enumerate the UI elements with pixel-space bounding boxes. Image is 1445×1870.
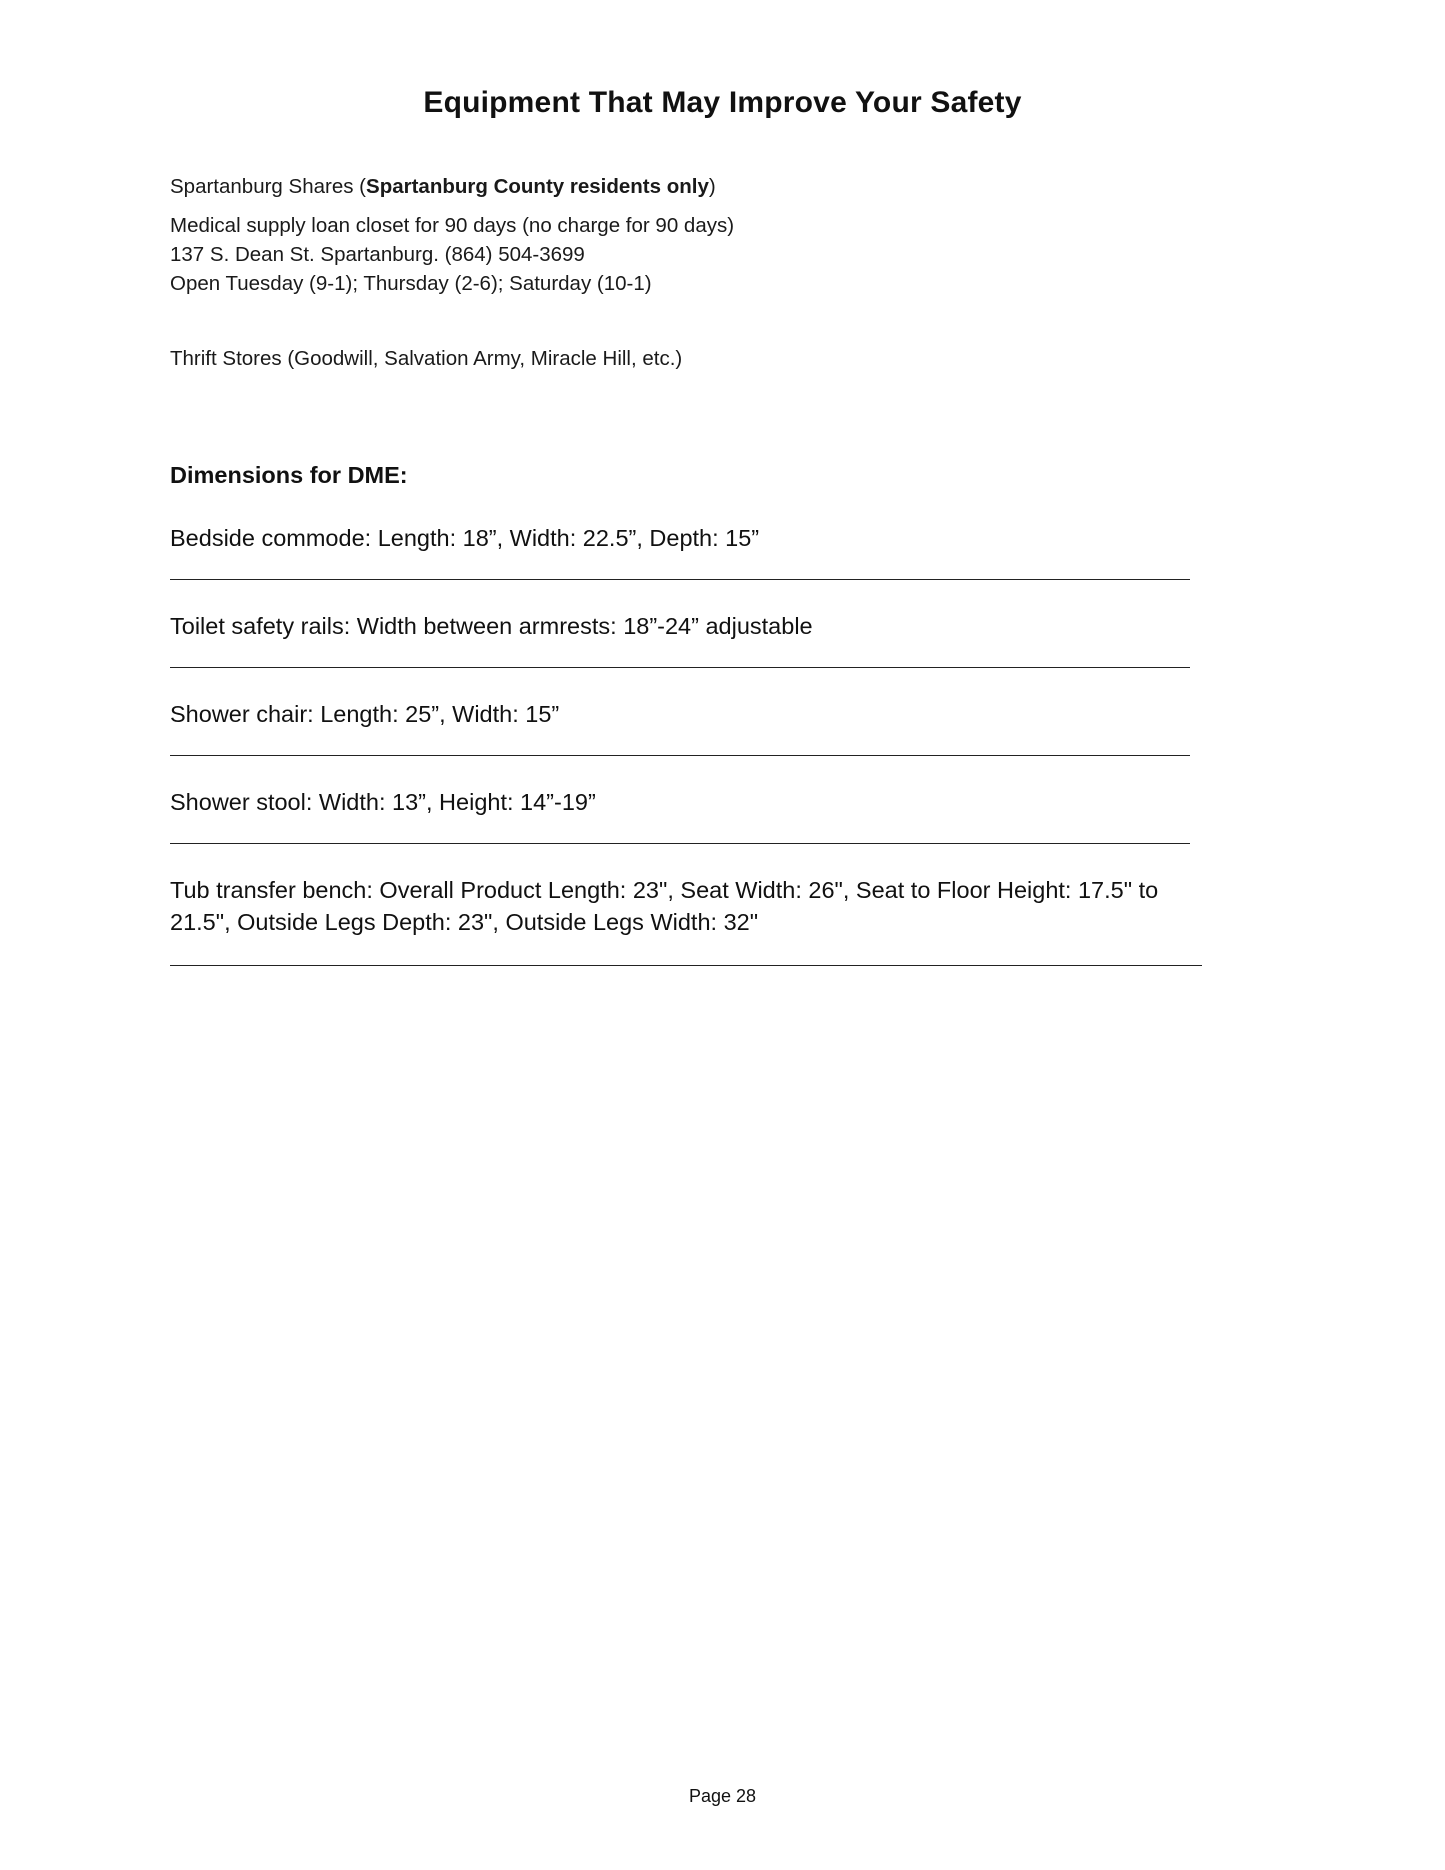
page-title: Equipment That May Improve Your Safety	[423, 86, 1022, 119]
dme-item-text: Shower chair: Length: 25”, Width: 15”	[170, 701, 560, 727]
dme-item-shower-stool	[170, 786, 1230, 844]
dme-item-text: Shower stool: Width: 13”, Height: 14”-19”	[170, 789, 596, 815]
dme-item-bedside-commode	[170, 522, 1230, 580]
address-phone-line: 137 S. Dean St. Spartanburg. (864) 504-3699	[170, 243, 585, 266]
shares-name: Spartanburg Shares (	[170, 175, 367, 198]
dme-item-text: Tub transfer bench: Overall Product Length: 23", Seat Width: 26", Seat to Floor Height: 17.5" to 21.5", Outside Legs Depth: 23", Outside Legs Width: 32"	[170, 877, 1159, 935]
dme-item-tub-transfer-bench	[170, 874, 1230, 966]
spartanburg-shares-line	[170, 172, 1270, 201]
divider-line	[170, 965, 1202, 966]
divider-line	[170, 843, 1190, 844]
shares-close-paren: )	[708, 175, 716, 198]
loan-closet-line: Medical supply loan closet for 90 days (no charge for 90 days)	[170, 214, 735, 237]
dme-item-text: Bedside commode: Length: 18”, Width: 22.5”, Depth: 15”	[170, 525, 760, 551]
shares-residents-note: Spartanburg County residents only	[366, 175, 709, 198]
dme-section	[170, 458, 1230, 966]
dme-item-toilet-safety-rails	[170, 610, 1230, 668]
divider-line	[170, 755, 1190, 756]
page-number: Page 28	[688, 1786, 757, 1806]
dme-item-text: Toilet safety rails: Width between armrests: 18”-24” adjustable	[170, 613, 813, 639]
dme-heading: Dimensions for DME:	[170, 462, 408, 488]
dme-item-shower-chair	[170, 698, 1230, 756]
divider-line	[170, 667, 1190, 668]
divider-line	[170, 579, 1190, 580]
hours-line: Open Tuesday (9-1); Thursday (2-6); Saturday (10-1)	[170, 272, 652, 295]
thrift-stores-line: Thrift Stores (Goodwill, Salvation Army, Miracle Hill, etc.)	[170, 347, 683, 370]
resources-section	[170, 172, 1270, 373]
